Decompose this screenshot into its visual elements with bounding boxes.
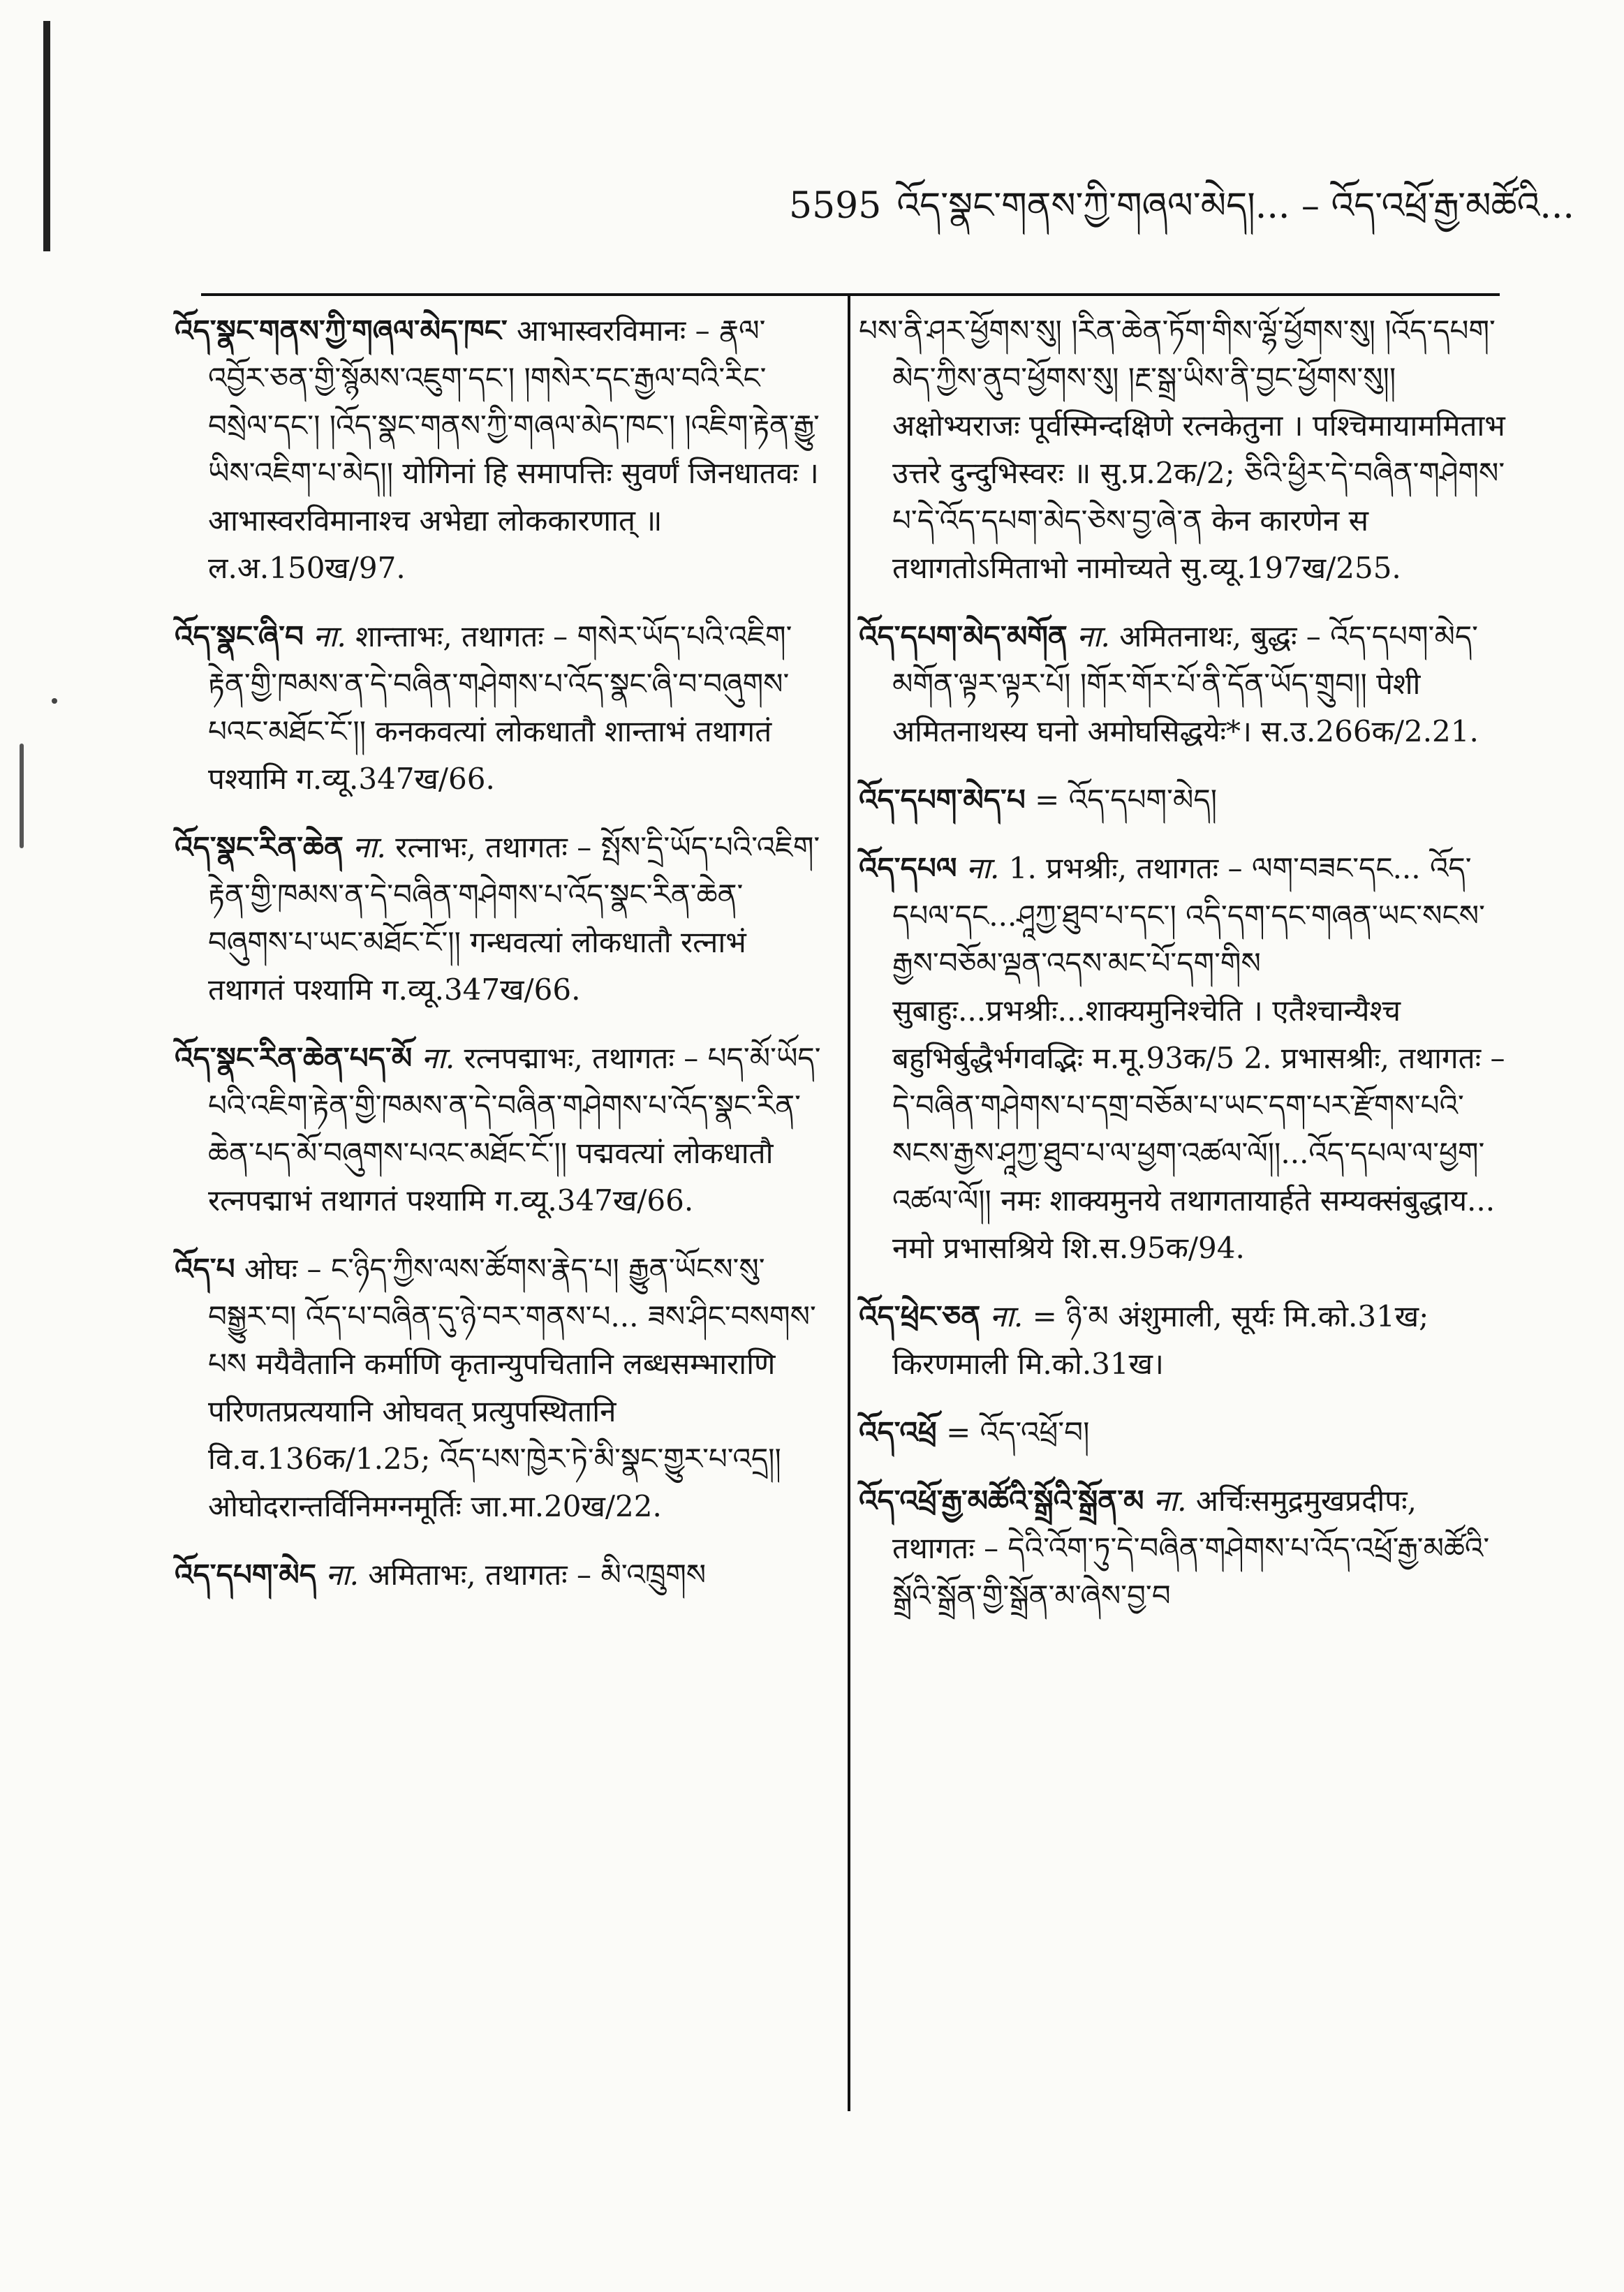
entry-text: ओघः – ང་ཉིད་ཀྱིས་ལས་ཚོགས་རྣེད་པ། རྒྱུན་ཡོངས་སུ་བསྒྱུར་བ། འོད་པ་བཞིན་དུ་ཉེ་བར་གནས་པ... ཟས་ཤིང་བསགས་པས मयैवैतानि कर्माणि कृतान्युपचितानि लब्धसम्भाराणि परिणतप्रत्ययानि ओघवत् प्रत्युपस्थितानि वि.व.136क/1.25; འོད་པས་ཁྱེར་ཏེ་མི་སྣང་གྱུར་པ་འདྲ།། ओघोदरान्तर्विनिमग्नमूर्तिः जा.मा.20ख/22. xyxy=(208,1252,816,1523)
entry-text: = འོད་འཕྲོ་བ། xyxy=(946,1415,1090,1449)
dictionary-entry-continued xyxy=(859,307,1508,592)
entry-headword: འོད་པ xyxy=(175,1252,235,1286)
dictionary-entry xyxy=(175,1551,824,1599)
entry-headword: འོད་དཔག་མེད་པ xyxy=(859,783,1026,817)
entry-text: शान्ताभः, तथागतः – གསེར་ཡོད་པའི་འཇིག་རྟེན་གྱི་ཁམས་ན་དེ་བཞིན་གཤེགས་པ་འོད་སྣང་ཞི་བ་བཞུགས་པའང་མཐོང་ངོ་།། कनकवत्यां लोकधातौ शान्ताभं तथागतं पश्यामि ग.व्यू.347ख/66. xyxy=(208,619,792,796)
entry-headword: འོད་དཔག་མེད xyxy=(175,1558,317,1592)
entry-text: = འོད་དཔག་མེད། xyxy=(1035,783,1218,817)
entry-text: रत्नपद्माभः, तथागतः – པད་མོ་ཡོད་པའི་འཇིག་རྟེན་གྱི་ཁམས་ན་དེ་བཞིན་གཤེགས་པ་འོད་སྣང་རིན་ཆེན་པད་མོ་བཞུགས་པའང་མཐོང་ངོ་།། पद्मवत्यां लोकधातौ रत्नपद्माभं तथागतं पश्यामि ग.व्यू.347ख/66. xyxy=(208,1041,821,1218)
entry-headword: འོད་འཕྲོ xyxy=(859,1415,937,1449)
entry-pos: ना. xyxy=(966,851,1000,885)
entry-pos: ना. xyxy=(325,1558,359,1592)
dictionary-entry xyxy=(859,1477,1508,1620)
dictionary-entry xyxy=(859,613,1508,755)
entry-text: = ཉི་མ अंशुमाली, सूर्यः मि.को.31ख; किरणमाली मि.को.31ख। xyxy=(892,1299,1429,1381)
column-divider xyxy=(848,296,850,2111)
binding-dot xyxy=(52,698,57,704)
dictionary-entry xyxy=(175,1245,824,1530)
binding-notch xyxy=(20,744,24,848)
dictionary-entry xyxy=(859,845,1508,1272)
entry-headword: འོད་སྣང་གནས་ཀྱི་གཞལ་མེད་ཁང་ xyxy=(175,313,508,348)
dictionary-entry xyxy=(859,1409,1508,1456)
left-column xyxy=(175,307,824,1620)
running-head xyxy=(789,178,1574,234)
entry-text: 1. प्रभश्रीः, तथागतः – ལག་བཟང་དང... འོད་དཔལ་དང...ཤཱཀྱ་ཐུབ་པ་དང་། འདི་དག་དང་གཞན་ཡང་སངས་རྒྱས་བཅོམ་ལྡན་འདས་མང་པོ་དག་གིས सुबाहुः...प्रभश्रीः...शाक्यमुनिश्चेति । एतैश्चान्यैश्च बहुभिर्बुद्धैर्भगवद्भिः म.मू.93क/5 2. प्रभासश्रीः, तथागतः – དེ་བཞིན་གཤེགས་པ་དགྲ་བཅོམ་པ་ཡང་དག་པར་རྫོགས་པའི་སངས་རྒྱས་ཤཱཀྱ་ཐུབ་པ་ལ་ཕྱག་འཚལ་ལོ།།...འོད་དཔལ་ལ་ཕྱག་འཚལ་ལོ།། नमः शाक्यमुनये तथागतायार्हते सम्यक्संबुद्धाय... नमो प्रभासश्रिये शि.स.95क/94. xyxy=(892,851,1505,1265)
entry-text: रत्नाभः, तथागतः – སྤོས་དྲི་ཡོད་པའི་འཇིག་རྟེན་གྱི་ཁམས་ན་དེ་བཞིན་གཤེགས་པ་འོད་སྣང་རིན་ཆེན་བཞུགས་པ་ཡང་མཐོང་ངོ་།། गन्धवत्यां लोकधातौ रत्नाभं तथागतं पश्यामि ग.व्यू.347ख/66. xyxy=(208,830,820,1007)
entry-headword: འོད་ཕྲེང་ཅན xyxy=(859,1299,981,1333)
entry-headword: འོད་དཔལ xyxy=(859,851,957,885)
entry-pos: ना. xyxy=(989,1299,1024,1333)
entry-pos: ना. xyxy=(353,830,386,864)
header-rule xyxy=(201,293,1500,296)
running-head-title: འོད་སྣང་གནས་ཀྱི་གཞལ་མེད།... – འོད་འཕྲོ་རྒྱ་མཚོའི... xyxy=(896,185,1574,227)
entry-pos: ना. xyxy=(313,619,346,653)
entry-text: अर्चिःसमुद्रमुखप्रदीपः, तथागतः – དེའི་འོག་ཏུ་དེ་བཞིན་གཤེགས་པ་འོད་འཕྲོ་རྒྱ་མཚོའི་སྒྲོའི་སྒྲོན་གྱི་སྒྲོན་མ་ཞེས་བྱ་བ xyxy=(892,1484,1490,1613)
entry-headword: འོད་སྣང་རིན་ཆེན་པད་མོ xyxy=(175,1041,413,1075)
entry-pos: ना. xyxy=(1153,1484,1187,1518)
dictionary-entry xyxy=(859,1293,1508,1388)
dictionary-entry xyxy=(175,1035,824,1225)
dictionary-entry xyxy=(175,307,824,592)
entry-text: अमिताभः, तथागतः – མི་འཁྲུགས xyxy=(368,1558,707,1592)
binding-mark xyxy=(43,21,50,251)
entry-headword: འོད་འཕྲོ་རྒྱ་མཚོའི་སྒྲོའི་སྒྲོན་མ xyxy=(859,1484,1144,1518)
page-number: 5595 xyxy=(789,185,882,227)
entry-pos: ना. xyxy=(1077,619,1110,653)
entry-headword: འོད་སྣང་ཞི་བ xyxy=(175,619,304,653)
entry-text: आभास्वरविमानः – རྣལ་འབྱོར་ཅན་གྱི་སྙོམས་འཇུག་དང་། །གསེར་དང་རྒྱལ་བའི་རིང་བསྲེལ་དང་། །འོད་སྣང་གནས་ཀྱི་གཞལ་མེད་ཁང་། །འཇིག་རྟེན་རྒྱུ་ཡིས་འཇིག་པ་མེད།། योगिनां हि समापत्तिः सुवर्णं जिनधातवः । आभास्वरविमानाश्च अभेद्या लोककारणात् ॥ ल.अ.150ख/97. xyxy=(208,313,820,585)
entry-text: པས་ནི་ཤར་ཕྱོགས་སུ། །རིན་ཆེན་ཏོག་གིས་ལྷོ་ཕྱོགས་སུ། །འོད་དཔག་མེད་ཀྱིས་ནུབ་ཕྱོགས་སུ། །རྔ་སྒྲ་ཡིས་ནི་བྱང་ཕྱོགས་སུ།། अक्षोभ्यराजः पूर्वस्मिन्दक्षिणे रत्नकेतुना । पश्चिमायाममिताभ उत्तरे दुन्दुभिस्वरः ॥ सु.प्र.2क/2; ཅིའི་ཕྱིར་དེ་བཞིན་གཤེགས་པ་དེ་འོད་དཔག་མེད་ཅེས་བྱ་ཞེ་ན केन कारणेन स तथागतोऽमिताभो नामोच्यते सु.व्यू.197ख/255. xyxy=(859,313,1505,585)
dictionary-entry xyxy=(175,824,824,1014)
entry-headword: འོད་སྣང་རིན་ཆེན xyxy=(175,830,344,864)
dictionary-entry xyxy=(175,613,824,803)
entry-text: अमितनाथः, बुद्धः – འོད་དཔག་མེད་མགོན་ལྟར་ལྟར་པོ། །གོར་གོར་པོ་ནི་དོན་ཡོད་གྲུབ།། पेशी अमितनाथस्य घनो अमोघसिद्धयेः*। स.उ.266क/2.21. xyxy=(892,619,1479,748)
entry-pos: ना. xyxy=(421,1041,455,1075)
dictionary-entry xyxy=(859,776,1508,824)
entry-headword: འོད་དཔག་མེད་མགོན xyxy=(859,619,1068,653)
right-column xyxy=(859,307,1508,1641)
